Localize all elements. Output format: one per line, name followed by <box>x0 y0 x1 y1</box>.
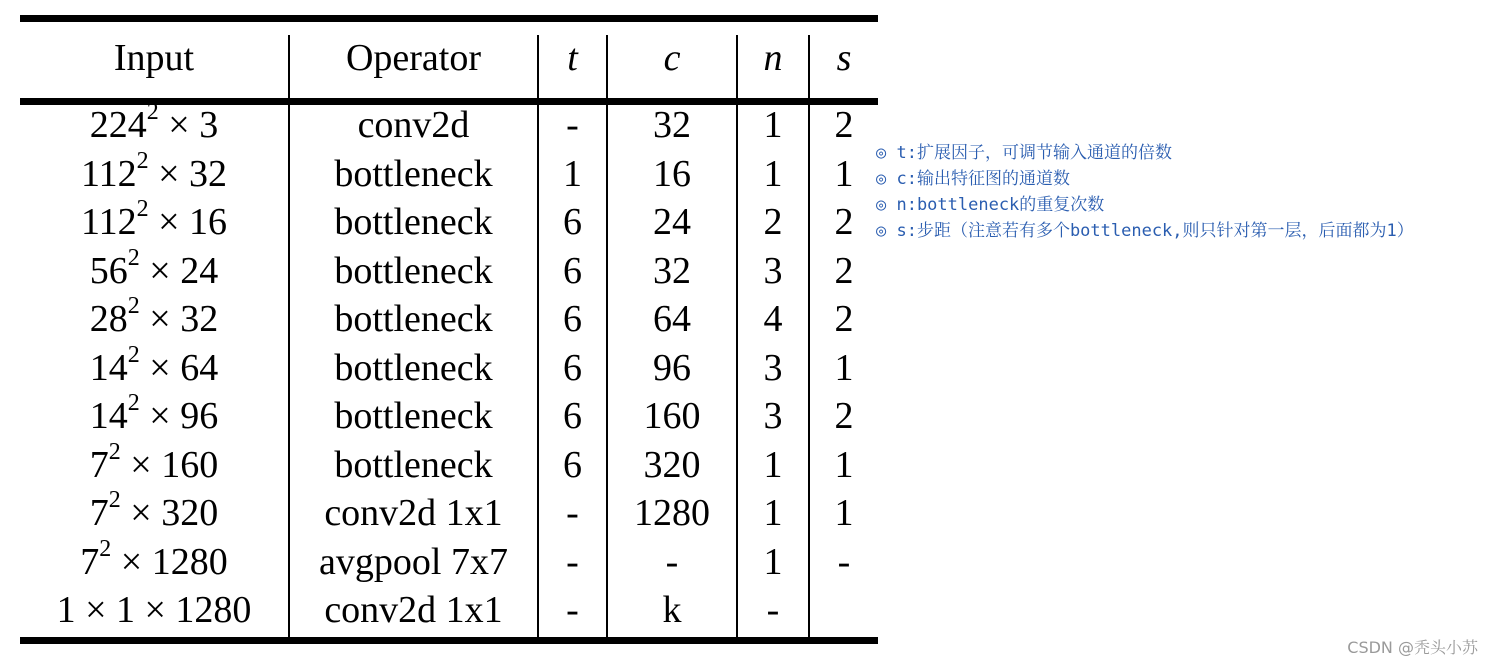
input-exponent: 2 <box>127 341 140 368</box>
cell-operator: bottleneck <box>334 152 493 195</box>
cell-s: 2 <box>834 104 854 146</box>
cell-n: 2 <box>763 201 783 243</box>
cell-s: - <box>837 540 851 583</box>
input-rest: × 320 <box>120 492 219 534</box>
input-rest: × 96 <box>139 395 219 437</box>
cell-n: 1 <box>763 540 783 583</box>
input-base: 14 <box>89 346 128 389</box>
table-top-rule <box>20 15 878 22</box>
cell-t: 6 <box>563 395 582 437</box>
header-c: c <box>663 37 681 79</box>
input-exponent: 2 <box>136 147 149 174</box>
header-s: s <box>836 37 852 79</box>
note-t: ◎ t:扩展因子，可调节输入通道的倍数 <box>876 143 1172 163</box>
cell-operator: bottleneck <box>334 346 493 389</box>
cell-s: 1 <box>834 346 854 389</box>
cell-input <box>20 392 288 440</box>
cell-n: 1 <box>763 152 783 195</box>
cell-t: - <box>566 589 579 631</box>
input-exponent: 2 <box>108 438 121 465</box>
input-base: 1 × 1 × 1280 <box>56 589 252 631</box>
cell-t: 1 <box>563 152 582 195</box>
cell-s: 2 <box>834 249 854 292</box>
header-input: Input <box>113 37 195 79</box>
cell-c: 24 <box>653 201 691 243</box>
cell-t: 6 <box>563 298 582 340</box>
note-c: ◎ c:输出特征图的通道数 <box>876 169 1070 189</box>
input-rest: × 32 <box>148 152 228 195</box>
cell-s: 1 <box>834 152 854 195</box>
cell-c: 160 <box>643 395 701 437</box>
cell-t: 6 <box>563 346 582 389</box>
input-base: 112 <box>80 201 137 243</box>
cell-t: - <box>566 540 579 583</box>
input-rest: × 160 <box>120 443 219 486</box>
input-rest: × 24 <box>139 249 219 292</box>
header-operator: Operator <box>345 37 482 79</box>
cell-c: 16 <box>653 152 691 195</box>
input-exponent: 2 <box>127 293 140 320</box>
cell-input <box>20 101 288 149</box>
cell-s: 1 <box>834 443 854 486</box>
cell-operator: conv2d 1x1 <box>324 492 503 534</box>
cell-t: 6 <box>563 201 582 243</box>
watermark: CSDN @秃头小苏 <box>1347 638 1478 657</box>
input-base: 14 <box>89 395 128 437</box>
input-rest: × 1280 <box>111 540 228 583</box>
input-base: 56 <box>89 249 128 292</box>
header-n: n <box>763 37 783 79</box>
cell-n: 4 <box>763 298 783 340</box>
cell-n: 3 <box>763 249 783 292</box>
cell-c: 1280 <box>634 492 710 534</box>
notes-list <box>876 140 1414 244</box>
input-base: 7 <box>80 540 100 583</box>
cell-c: 32 <box>653 104 691 146</box>
note-s: ◎ s:步距（注意若有多个bottleneck,则只针对第一层，后面都为1） <box>876 221 1414 241</box>
cell-c: - <box>665 540 679 583</box>
cell-n: 3 <box>763 395 783 437</box>
cell-c: 320 <box>643 443 701 486</box>
cell-c: k <box>662 589 682 631</box>
input-base: 7 <box>89 443 109 486</box>
cell-input <box>20 147 288 198</box>
cell-operator: bottleneck <box>334 201 493 243</box>
cell-input <box>20 198 288 246</box>
cell-input <box>20 586 288 634</box>
cell-input <box>20 295 288 343</box>
cell-operator: bottleneck <box>334 395 493 437</box>
input-exponent: 2 <box>108 487 121 514</box>
input-exponent: 2 <box>127 244 140 271</box>
input-exponent: 2 <box>127 390 140 417</box>
cell-input <box>20 489 288 537</box>
header-t: t <box>567 37 578 79</box>
cell-s: 2 <box>834 395 854 437</box>
input-base: 112 <box>80 152 137 195</box>
cell-operator: conv2d 1x1 <box>324 589 503 631</box>
cell-t: 6 <box>563 249 582 292</box>
cell-input <box>20 438 288 489</box>
cell-n: 1 <box>763 443 783 486</box>
cell-t: 6 <box>563 443 582 486</box>
input-rest: × 32 <box>139 298 219 340</box>
input-rest: × 3 <box>158 104 219 146</box>
cell-operator: bottleneck <box>334 249 493 292</box>
input-base: 7 <box>89 492 109 534</box>
cell-operator: bottleneck <box>334 298 493 340</box>
cell-s: 2 <box>834 298 854 340</box>
cell-c: 96 <box>653 346 691 389</box>
cell-c: 64 <box>653 298 691 340</box>
cell-s: 1 <box>834 492 854 534</box>
input-exponent: 2 <box>146 99 159 126</box>
table-bottom-rule <box>20 637 878 644</box>
cell-t: - <box>566 104 579 146</box>
cell-input <box>20 244 288 295</box>
input-base: 224 <box>89 104 147 146</box>
input-rest: × 64 <box>139 346 219 389</box>
cell-n: - <box>766 589 780 631</box>
cell-operator: bottleneck <box>334 443 493 486</box>
cell-t: - <box>566 492 579 534</box>
cell-input <box>20 341 288 392</box>
input-exponent: 2 <box>99 535 112 562</box>
note-n: ◎ n:bottleneck的重复次数 <box>876 195 1105 215</box>
cell-n: 1 <box>763 104 783 146</box>
cell-n: 3 <box>763 346 783 389</box>
cell-c: 32 <box>653 249 691 292</box>
input-base: 28 <box>89 298 128 340</box>
cell-input <box>20 535 288 586</box>
cell-s: 2 <box>834 201 854 243</box>
cell-n: 1 <box>763 492 783 534</box>
input-rest: × 16 <box>148 201 228 243</box>
cell-operator: conv2d <box>357 104 470 146</box>
input-exponent: 2 <box>136 196 149 223</box>
cell-operator: avgpool 7x7 <box>319 540 508 583</box>
